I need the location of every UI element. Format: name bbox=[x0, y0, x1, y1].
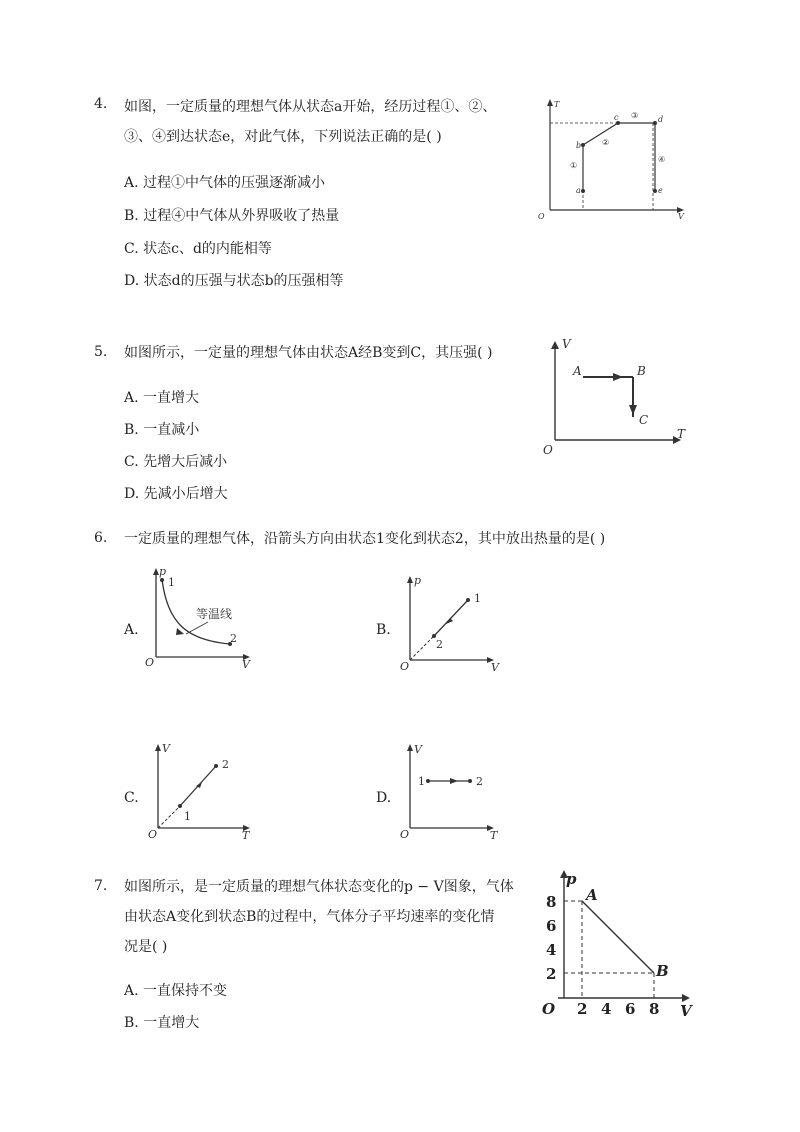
q4-option-a[interactable]: A. 过程①中气体的压强逐渐减小 bbox=[124, 175, 326, 191]
q6-d-end: 2 bbox=[476, 775, 483, 788]
q6-figure-a bbox=[140, 562, 260, 672]
q5-origin-label: O bbox=[543, 443, 553, 457]
q5-option-d[interactable]: D. 先减小后增大 bbox=[124, 486, 228, 502]
q6-choice-b-label[interactable]: B. bbox=[376, 622, 391, 638]
q4-figure bbox=[530, 95, 700, 225]
q4-option-c[interactable]: C. 状态c、d的内能相等 bbox=[124, 241, 272, 257]
q7-axis-y-label: p bbox=[566, 870, 577, 888]
q7-x-tick-8: 8 bbox=[649, 1000, 660, 1018]
q6-c-axis-x: T bbox=[242, 829, 250, 842]
q6-b-start: 1 bbox=[474, 592, 481, 605]
q6-a-axis-y: p bbox=[159, 565, 167, 578]
q4-point-e: e bbox=[658, 186, 663, 195]
q7-number: 7. bbox=[94, 878, 108, 894]
q5-option-c[interactable]: C. 先增大后减小 bbox=[124, 454, 228, 470]
q6-choice-c-label[interactable]: C. bbox=[124, 790, 139, 806]
q4-number: 4. bbox=[94, 96, 108, 112]
q7-stem-line2: 由状态A变化到状态B的过程中，气体分子平均速率的变化情 bbox=[124, 909, 495, 925]
q5-point-a: A bbox=[573, 364, 582, 378]
q7-process-ab bbox=[582, 901, 654, 973]
q6-d-start: 1 bbox=[418, 775, 425, 788]
q6-stem: 一定质量的理想气体，沿箭头方向由状态1变化到状态2，其中放出热量的是( ) bbox=[124, 531, 606, 547]
q7-option-a[interactable]: A. 一直保持不变 bbox=[124, 983, 228, 999]
q5-number: 5. bbox=[94, 344, 108, 360]
q7-y-tick-4: 4 bbox=[546, 941, 557, 959]
q5-option-b[interactable]: B. 一直减小 bbox=[124, 422, 200, 438]
q5-axis-x-label: T bbox=[677, 427, 686, 441]
q4-process-2 bbox=[583, 123, 618, 145]
q6-c-start: 1 bbox=[184, 810, 191, 823]
q6-d-axis-x: T bbox=[490, 829, 498, 842]
q6-choice-d-label[interactable]: D. bbox=[376, 790, 392, 806]
q4-label-1: ① bbox=[570, 161, 578, 170]
q7-x-tick-6: 6 bbox=[625, 1000, 636, 1018]
q4-label-4: ④ bbox=[658, 155, 666, 164]
q7-y-tick-2: 2 bbox=[546, 965, 557, 983]
q7-y-tick-8: 8 bbox=[546, 893, 557, 911]
q5-figure bbox=[535, 335, 695, 460]
q7-point-b: B bbox=[656, 962, 669, 980]
q6-b-end: 2 bbox=[436, 638, 443, 651]
q6-b-axis-x: V bbox=[491, 661, 499, 674]
q4-point-d: d bbox=[658, 115, 664, 124]
q6-a-end: 2 bbox=[230, 632, 237, 645]
q4-origin-label: O bbox=[538, 212, 545, 221]
q4-option-b[interactable]: B. 过程④中气体从外界吸收了热量 bbox=[124, 208, 340, 224]
q6-a-origin: O bbox=[145, 656, 155, 669]
q4-point-a: a bbox=[576, 186, 581, 195]
q4-axis-y-label: T bbox=[554, 100, 560, 109]
q4-stem-line1: 如图，一定质量的理想气体从状态a开始，经历过程①、②、 bbox=[124, 99, 497, 115]
q6-figure-b bbox=[394, 570, 504, 675]
q6-c-axis-y: V bbox=[162, 742, 170, 755]
q4-stem-line2: ③、④到达状态e，对此气体，下列说法正确的是( ) bbox=[124, 129, 442, 145]
q7-point-a: A bbox=[586, 886, 598, 904]
q6-choice-a-label[interactable]: A. bbox=[124, 622, 139, 638]
q6-c-origin: O bbox=[148, 828, 158, 841]
q7-origin-label: O bbox=[542, 1000, 556, 1018]
q7-x-tick-2: 2 bbox=[577, 1000, 588, 1018]
q4-option-d[interactable]: D. 状态d的压强与状态b的压强相等 bbox=[124, 273, 344, 289]
q4-stem bbox=[124, 92, 496, 152]
q4-axis-x-label: V bbox=[678, 212, 684, 221]
q7-stem-line3: 况是( ) bbox=[124, 939, 168, 955]
q5-point-b: B bbox=[637, 364, 646, 378]
q7-x-tick-4: 4 bbox=[601, 1000, 612, 1018]
q4-point-c: c bbox=[614, 113, 619, 122]
q5-option-a[interactable]: A. 一直增大 bbox=[124, 390, 200, 406]
q6-a-axis-x: V bbox=[242, 658, 250, 671]
q6-d-origin: O bbox=[400, 828, 410, 841]
q6-number: 6. bbox=[94, 530, 108, 546]
q6-b-axis-y: p bbox=[414, 574, 422, 587]
q7-option-b[interactable]: B. 一直增大 bbox=[124, 1015, 200, 1031]
q5-point-c: C bbox=[639, 413, 649, 427]
q4-label-2: ② bbox=[602, 138, 610, 147]
q6-c-end: 2 bbox=[222, 758, 229, 771]
q5-stem: 如图所示，一定量的理想气体由状态A经B变到C，其压强( ) bbox=[124, 345, 493, 361]
q5-axis-y-label: V bbox=[562, 337, 571, 351]
q7-stem-line1: 如图所示，是一定质量的理想气体状态变化的p − V图象，气体 bbox=[124, 879, 514, 895]
q7-axis-x-label: V bbox=[680, 1002, 692, 1020]
q7-stem bbox=[124, 872, 514, 962]
q6-a-start: 1 bbox=[168, 576, 175, 589]
q4-point-b: b bbox=[576, 141, 582, 150]
q7-figure bbox=[530, 862, 700, 1024]
q6-figure-c bbox=[140, 738, 260, 843]
q7-y-tick-6: 6 bbox=[546, 917, 557, 935]
q6-a-note: 等温线 bbox=[196, 607, 233, 621]
q6-figure-d bbox=[394, 738, 504, 843]
q6-d-axis-y: V bbox=[414, 743, 422, 756]
q4-label-3: ③ bbox=[631, 111, 639, 120]
q6-b-origin: O bbox=[400, 660, 410, 673]
